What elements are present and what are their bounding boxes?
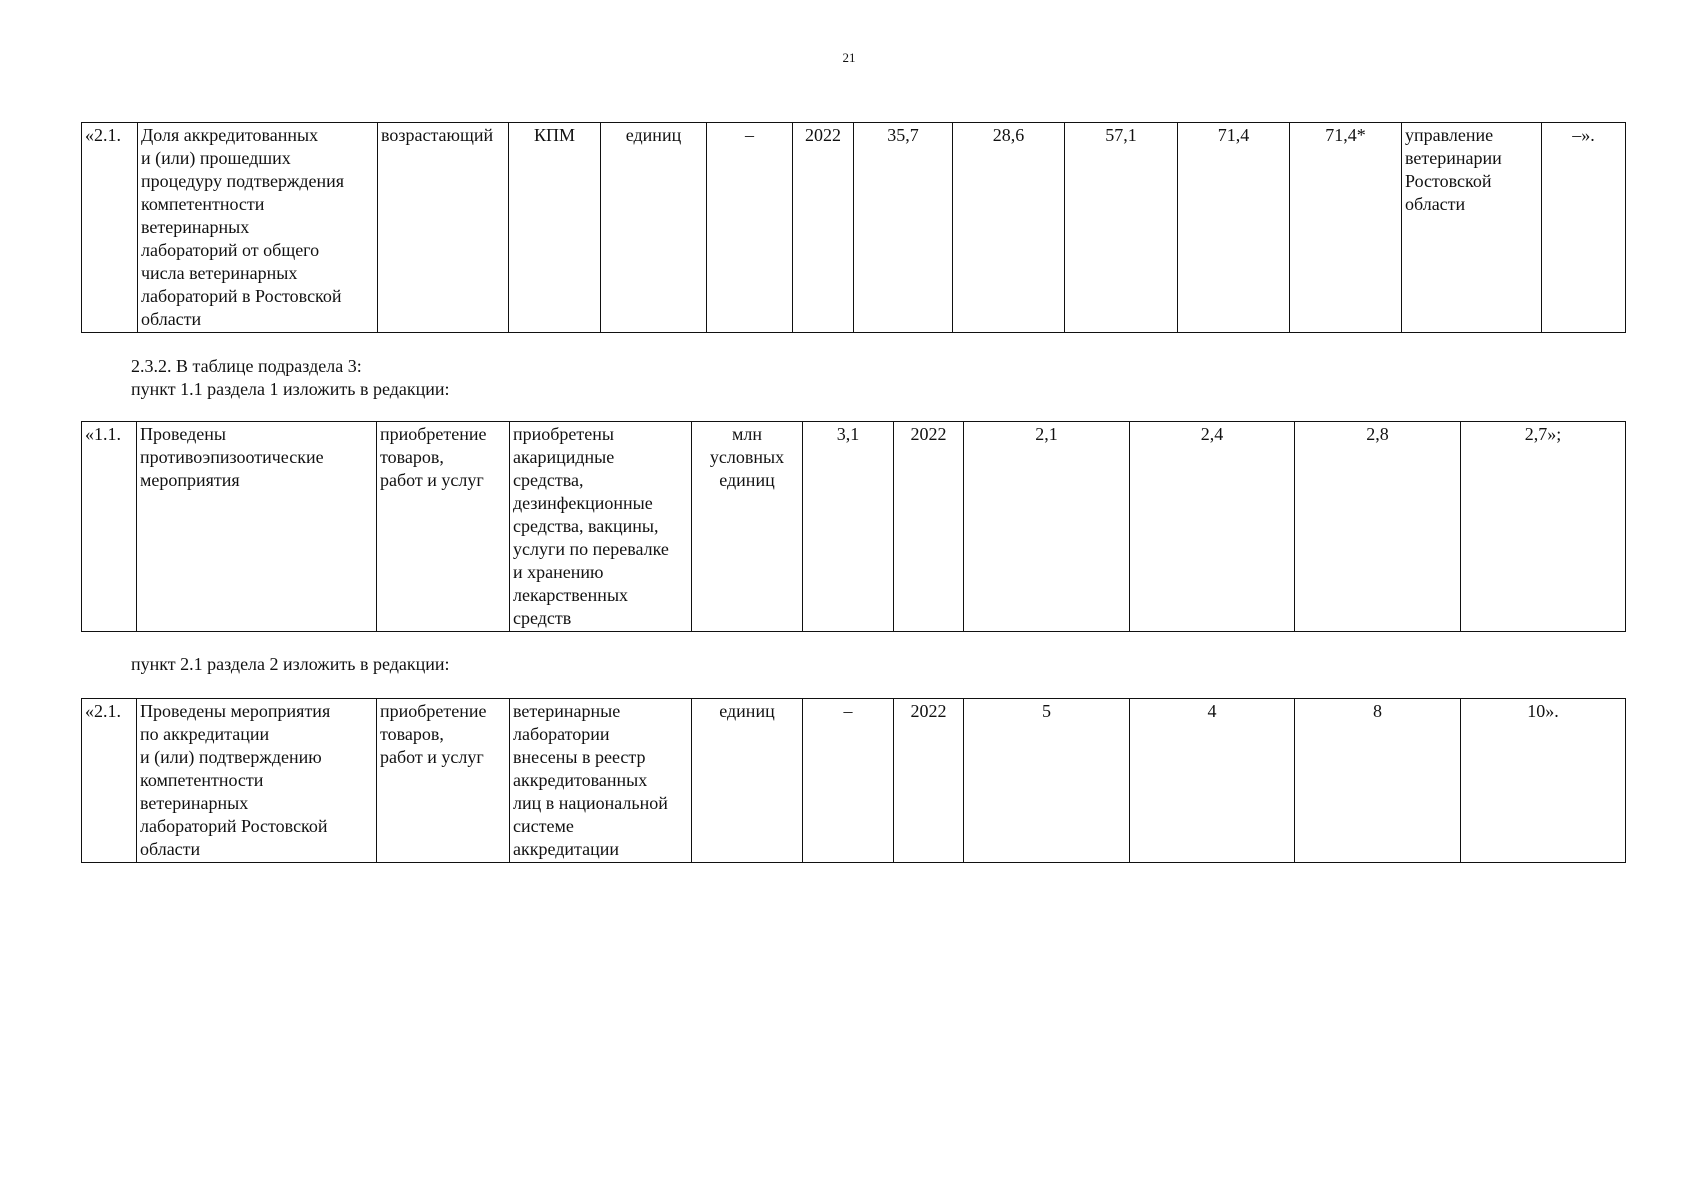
value-cell: 8 — [1295, 699, 1461, 863]
value-cell: 71,4* — [1290, 123, 1402, 333]
base-value-cell: – — [707, 123, 793, 333]
table-row — [82, 123, 1626, 333]
unit-cell: млн условных единиц — [692, 422, 803, 632]
value-cell: 2,8 — [1295, 422, 1461, 632]
base-year-cell: 2022 — [894, 422, 964, 632]
paragraph-line: 2.3.2. В таблице подраздела 3: — [131, 356, 362, 376]
value-cell: 2,4 — [1130, 422, 1295, 632]
value-cell: 35,7 — [854, 123, 953, 333]
value-cell: 71,4 — [1178, 123, 1290, 333]
value-cell: 2,7»; — [1461, 422, 1626, 632]
accreditation-table — [81, 698, 1626, 863]
value-cell: 28,6 — [953, 123, 1065, 333]
base-value-cell: – — [803, 699, 894, 863]
paragraph-line: пункт 1.1 раздела 1 изложить в редакции: — [131, 379, 450, 399]
indicator-type-cell: КПМ — [509, 123, 601, 333]
base-year-cell: 2022 — [793, 123, 854, 333]
result-description-cell: ветеринарные лаборатории внесены в реестр аккредитованных лиц в национальной системе аккредитации — [510, 699, 692, 863]
paragraph-section-3 — [131, 355, 450, 401]
indicator-name-cell: Доля аккредитованных и (или) прошедших процедуру подтверждения компетентности ветеринарных лабораторий от общего числа ветеринарных лабораторий в Ростовской области — [138, 123, 378, 333]
paragraph-line: пункт 2.1 раздела 2 изложить в редакции: — [131, 654, 450, 674]
measure-type-cell: приобретение товаров, работ и услуг — [377, 422, 510, 632]
measure-type-cell: приобретение товаров, работ и услуг — [377, 699, 510, 863]
row-number-cell: «2.1. — [82, 123, 138, 333]
value-cell: 57,1 — [1065, 123, 1178, 333]
unit-cell: единиц — [692, 699, 803, 863]
last-cell: –». — [1542, 123, 1626, 333]
unit-cell: единиц — [601, 123, 707, 333]
base-year-cell: 2022 — [894, 699, 964, 863]
page-number: 21 — [842, 50, 856, 65]
measures-table — [81, 421, 1626, 632]
measure-name-cell: Проведены мероприятия по аккредитации и (или) подтверждению компетентности ветеринарных лабораторий Ростовской области — [137, 699, 377, 863]
responsible-cell: управление ветеринарии Ростовской области — [1402, 123, 1542, 333]
table-row — [82, 422, 1626, 632]
paragraph-section-2 — [131, 653, 450, 676]
value-cell: 10». — [1461, 699, 1626, 863]
base-value-cell: 3,1 — [803, 422, 894, 632]
trend-cell: возрастающий — [378, 123, 509, 333]
row-number-cell: «2.1. — [82, 699, 137, 863]
result-description-cell: приобретены акарицидные средства, дезинфекционные средства, вакцины, услуги по перевалке и хранению лекарственных средств — [510, 422, 692, 632]
indicator-table — [81, 122, 1626, 333]
table-row — [82, 699, 1626, 863]
measure-name-cell: Проведены противоэпизоотические мероприятия — [137, 422, 377, 632]
value-cell: 4 — [1130, 699, 1295, 863]
value-cell: 5 — [964, 699, 1130, 863]
row-number-cell: «1.1. — [82, 422, 137, 632]
value-cell: 2,1 — [964, 422, 1130, 632]
